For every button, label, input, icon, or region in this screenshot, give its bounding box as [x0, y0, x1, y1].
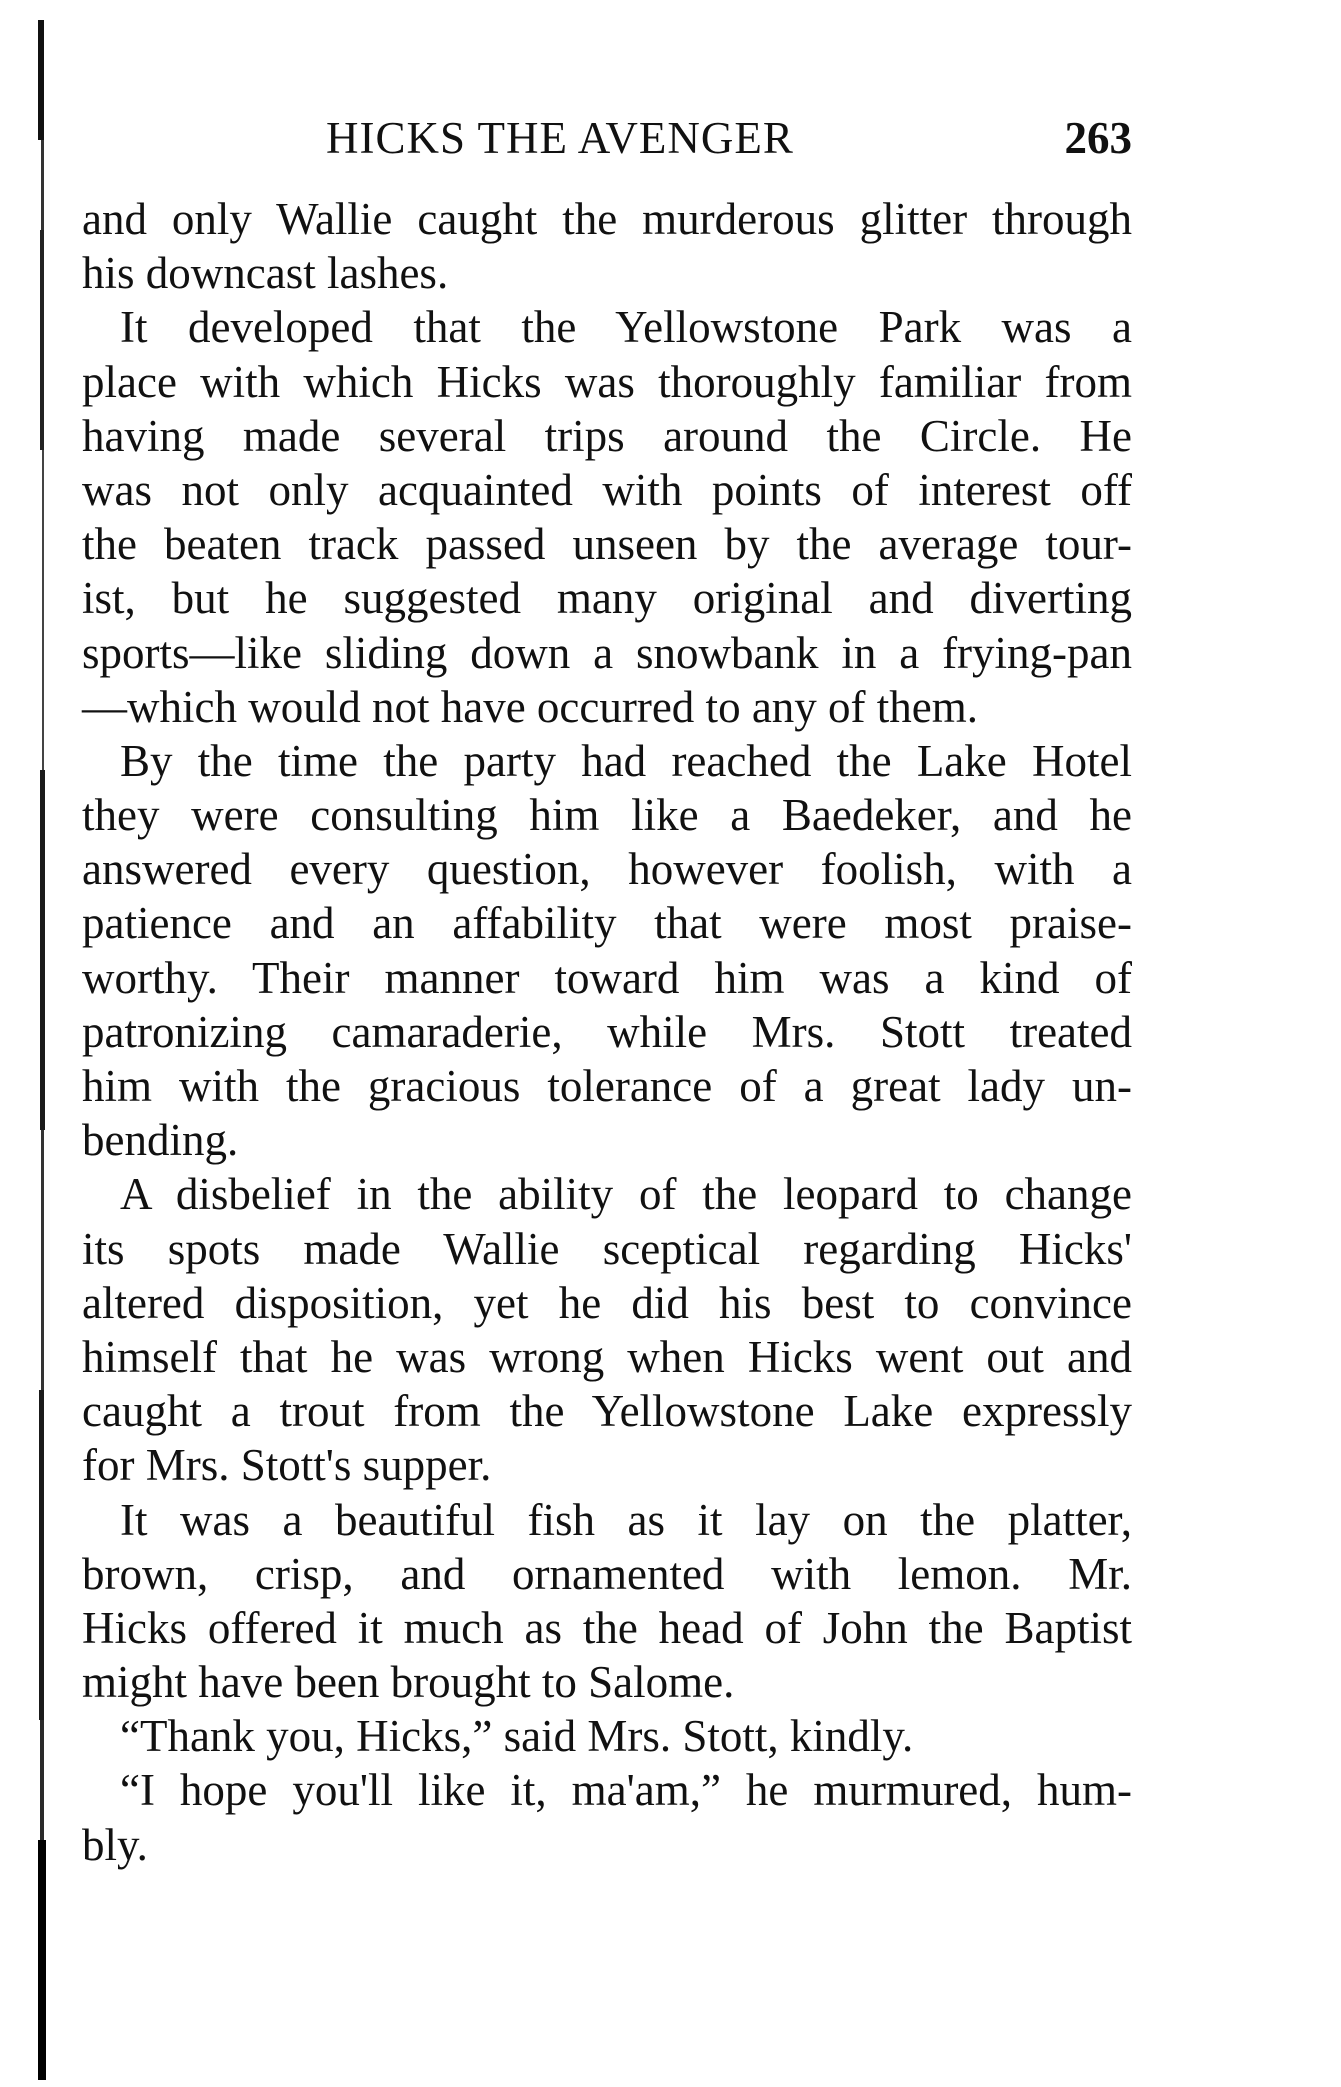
text-line: ist, but he suggested many original and diverting: [82, 573, 1132, 624]
text-line: “I hope you'll like it, ma'am,” he murmured, hum-: [120, 1765, 1132, 1816]
text-line: —which would not have occurred to any of them.: [82, 681, 979, 732]
text-line: for Mrs. Stott's supper.: [82, 1440, 492, 1491]
text-line: Hicks offered it much as the head of John the Baptist: [82, 1602, 1132, 1653]
text-line: By the time the party had reached the Lake Hotel: [120, 735, 1132, 786]
text-line: patronizing camaraderie, while Mrs. Stott treated: [82, 1006, 1132, 1057]
text-line: brown, crisp, and ornamented with lemon. Mr.: [82, 1548, 1132, 1599]
text-line: having made several trips around the Circle. He: [82, 410, 1132, 461]
text-line: sports—like sliding down a snowbank in a frying-pan: [82, 627, 1132, 678]
text-line: and only Wallie caught the murderous glitter through: [82, 194, 1132, 244]
page-number: 263: [1064, 113, 1132, 163]
body-text: [82, 192, 1132, 1872]
text-line: was not only acquainted with points of interest off: [82, 464, 1132, 515]
text-line: its spots made Wallie sceptical regarding Hicks': [82, 1223, 1132, 1274]
text-line: place with which Hicks was thoroughly familiar from: [82, 356, 1132, 407]
text-line: the beaten track passed unseen by the average tour-: [82, 519, 1132, 570]
text-line: patience and an affability that were most praise-: [82, 898, 1132, 949]
text-line: It was a beautiful fish as it lay on the platter,: [120, 1494, 1132, 1545]
text-line: worthy. Their manner toward him was a kind of: [82, 952, 1132, 1003]
text-line: It developed that the Yellowstone Park was a: [120, 302, 1132, 353]
text-line: “Thank you, Hicks,” said Mrs. Stott, kindly.: [120, 1711, 914, 1762]
text-line: bending.: [82, 1115, 239, 1166]
text-line: caught a trout from the Yellowstone Lake expressly: [82, 1386, 1132, 1437]
text-line: A disbelief in the ability of the leopard to change: [120, 1169, 1132, 1220]
text-line: his downcast lashes.: [82, 248, 449, 299]
text-line: bly.: [82, 1819, 148, 1870]
text-line: altered disposition, yet he did his best to convince: [82, 1277, 1132, 1328]
text-line: him with the gracious tolerance of a great lady un-: [82, 1061, 1132, 1111]
running-head: HICKS THE AVENGER: [326, 113, 794, 163]
text-line: they were consulting him like a Baedeker, and he: [82, 790, 1132, 841]
text-line: might have been brought to Salome.: [82, 1657, 735, 1708]
text-line: answered every question, however foolish, with a: [82, 844, 1132, 895]
binding-edge-shadow: [30, 20, 56, 2080]
page-header: [82, 112, 1132, 172]
text-line: himself that he was wrong when Hicks went out and: [82, 1331, 1132, 1382]
